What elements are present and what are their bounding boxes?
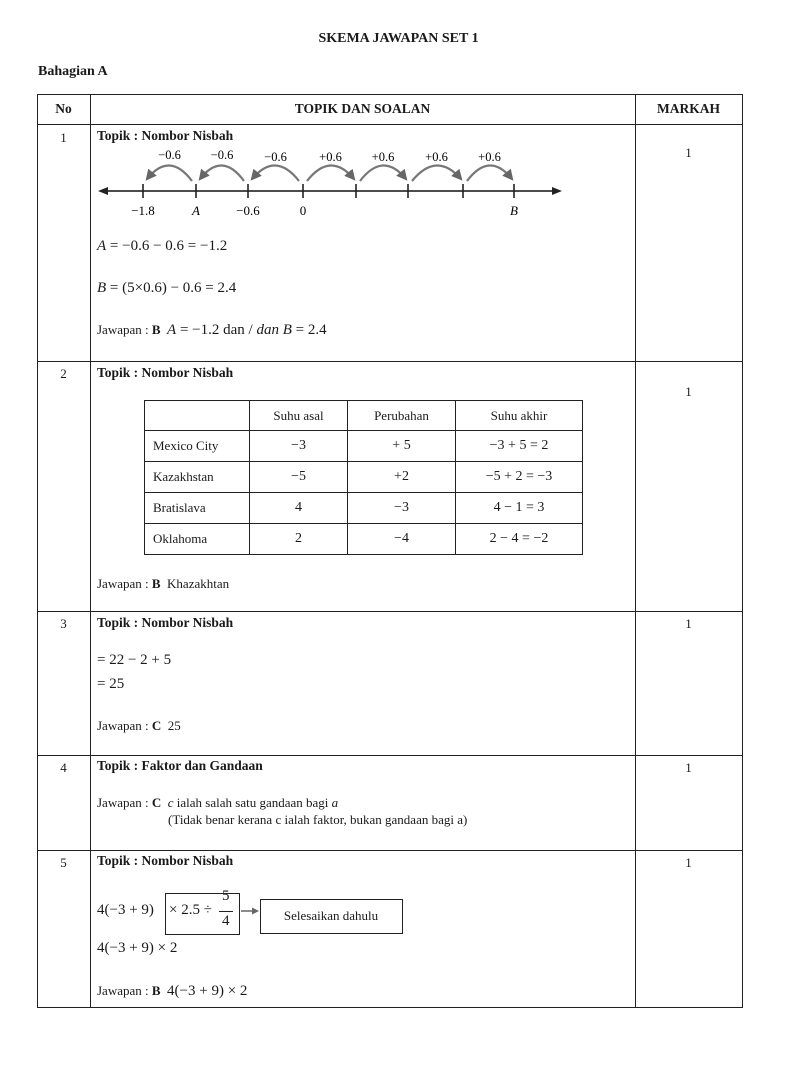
row-divider (37, 611, 743, 612)
jump-label: −0.6 (264, 150, 287, 164)
value-cell: 2 − 4 = −2 (456, 524, 583, 555)
header-topic: TOPIK DAN SOALAN (294, 101, 431, 116)
question-marks: 1 (685, 855, 692, 870)
working-line: 4(−3 + 9) × 2 (97, 940, 178, 956)
question-number: 5 (60, 855, 67, 870)
fraction-numerator: 5 (222, 888, 230, 904)
answer-value: 25 (167, 718, 181, 733)
left-arrow-icon (98, 187, 108, 195)
city-cell: Bratislava (145, 493, 250, 524)
working-line: = 22 − 2 + 5 (97, 652, 172, 668)
column-divider (90, 94, 91, 1008)
jump-arc (307, 165, 354, 181)
document-title: SKEMA JAWAPAN SET 1 (318, 31, 479, 46)
question-number: 2 (60, 366, 67, 381)
value-cell: + 5 (348, 431, 456, 462)
right-arrow-icon (552, 187, 562, 195)
answer-option: C (151, 718, 162, 733)
answer-option: B (151, 576, 161, 591)
table-row (145, 493, 583, 524)
question-topic: Topik : Nombor Nisbah (97, 853, 234, 868)
jump-label: +0.6 (371, 150, 395, 164)
question-marks: 1 (685, 760, 692, 775)
value-cell: +2 (348, 462, 456, 493)
jump-arc (147, 165, 192, 181)
jump-label: +0.6 (425, 150, 448, 164)
tick-label: 0 (299, 203, 307, 218)
row-divider (37, 755, 743, 756)
working-line: = 25 (97, 676, 125, 692)
answer-prefix: Jawapan : (97, 983, 149, 998)
jump-arc (200, 165, 244, 181)
jump-label: +0.6 (478, 150, 501, 164)
question-number: 4 (60, 760, 67, 775)
inner-table-header-row (145, 401, 583, 431)
answer-prefix: Jawapan : (97, 718, 149, 733)
working-line-a: A = −0.6 − 0.6 = −1.2 (97, 238, 228, 254)
answer-line (97, 322, 327, 339)
question-marks: 1 (685, 384, 692, 399)
question-number: 1 (60, 130, 67, 145)
inner-table-header (145, 401, 250, 431)
question-topic: Topik : Nombor Nisbah (97, 365, 234, 380)
jump-label: −0.6 (210, 148, 234, 162)
jump-arc (467, 165, 512, 181)
arrow-right-icon (239, 906, 261, 916)
answer-line (97, 718, 181, 734)
table-border-top (37, 94, 743, 95)
answer-line (97, 983, 247, 1000)
value-cell: 4 − 1 = 3 (456, 493, 583, 524)
value-cell: −3 (348, 493, 456, 524)
variable-c: c (167, 795, 174, 810)
answer-value: Khazakhtan (167, 576, 230, 591)
table-row (145, 524, 583, 555)
variable-a: a (331, 795, 339, 810)
header-divider (37, 124, 743, 125)
table-border-right (742, 94, 743, 1008)
value-cell: −3 + 5 = 2 (456, 431, 583, 462)
answer-value: ialah salah satu gandaan bagi (173, 795, 332, 810)
value-cell: −5 + 2 = −3 (456, 462, 583, 493)
fraction-bar (219, 911, 233, 912)
jump-arc (360, 165, 406, 181)
question-marks: 1 (685, 145, 692, 160)
answer-value: 4(−3 + 9) × 2 (167, 983, 248, 999)
answer-option: B (151, 983, 161, 998)
tick-label: B (510, 203, 518, 218)
row-divider (37, 361, 743, 362)
table-row (145, 462, 583, 493)
answer-note: (Tidak benar kerana c ialah faktor, bukan gandaan bagi a) (168, 812, 468, 827)
tick-label: −1.8 (131, 203, 155, 218)
header-marks: MARKAH (657, 101, 720, 116)
answer-prefix: Jawapan : (97, 576, 149, 591)
value-cell: −3 (250, 431, 348, 462)
jump-arc (252, 165, 299, 181)
question-number: 3 (60, 616, 67, 631)
question-topic: Topik : Faktor dan Gandaan (97, 758, 263, 773)
jump-label: −0.6 (158, 148, 181, 162)
number-line (90, 140, 570, 230)
answer-prefix: Jawapan : (97, 795, 149, 810)
table-border-bottom (37, 1007, 743, 1008)
question-marks: 1 (685, 616, 692, 631)
row-divider (37, 850, 743, 851)
value-cell: −5 (250, 462, 348, 493)
header-no: No (55, 101, 72, 116)
answer-prefix: Jawapan : (97, 322, 149, 337)
answer-line (97, 576, 229, 592)
value-cell: 4 (250, 493, 348, 524)
temperature-table (144, 400, 583, 555)
fraction-denominator: 4 (222, 913, 230, 929)
value-cell: 2 (250, 524, 348, 555)
city-cell: Kazakhstan (145, 462, 250, 493)
answer-value: A = −1.2 dan / dan B = 2.4 (167, 322, 327, 338)
city-cell: Mexico City (145, 431, 250, 462)
working-line-b: B = (5×0.6) − 0.6 = 2.4 (97, 280, 237, 296)
inner-table-header: Suhu asal (250, 401, 348, 431)
tick-label: −0.6 (236, 203, 260, 218)
callout-text: Selesaikan dahulu (283, 908, 379, 923)
expression-boxed: × 2.5 ÷ (169, 902, 212, 918)
section-heading: Bahagian A (38, 64, 108, 79)
answer-option: B (151, 322, 161, 337)
inner-table-header: Perubahan (348, 401, 456, 431)
city-cell: Oklahoma (145, 524, 250, 555)
inner-table-header: Suhu akhir (456, 401, 583, 431)
value-cell: −4 (348, 524, 456, 555)
expression-prefix: 4(−3 + 9) (97, 902, 154, 918)
question-topic: Topik : Nombor Nisbah (97, 128, 234, 143)
question-topic: Topik : Nombor Nisbah (97, 615, 234, 630)
jump-label: +0.6 (319, 150, 342, 164)
answer-line (97, 795, 338, 811)
tick-label: A (192, 203, 200, 218)
answer-option: C (151, 795, 162, 810)
jump-arc (412, 165, 461, 181)
table-row (145, 431, 583, 462)
